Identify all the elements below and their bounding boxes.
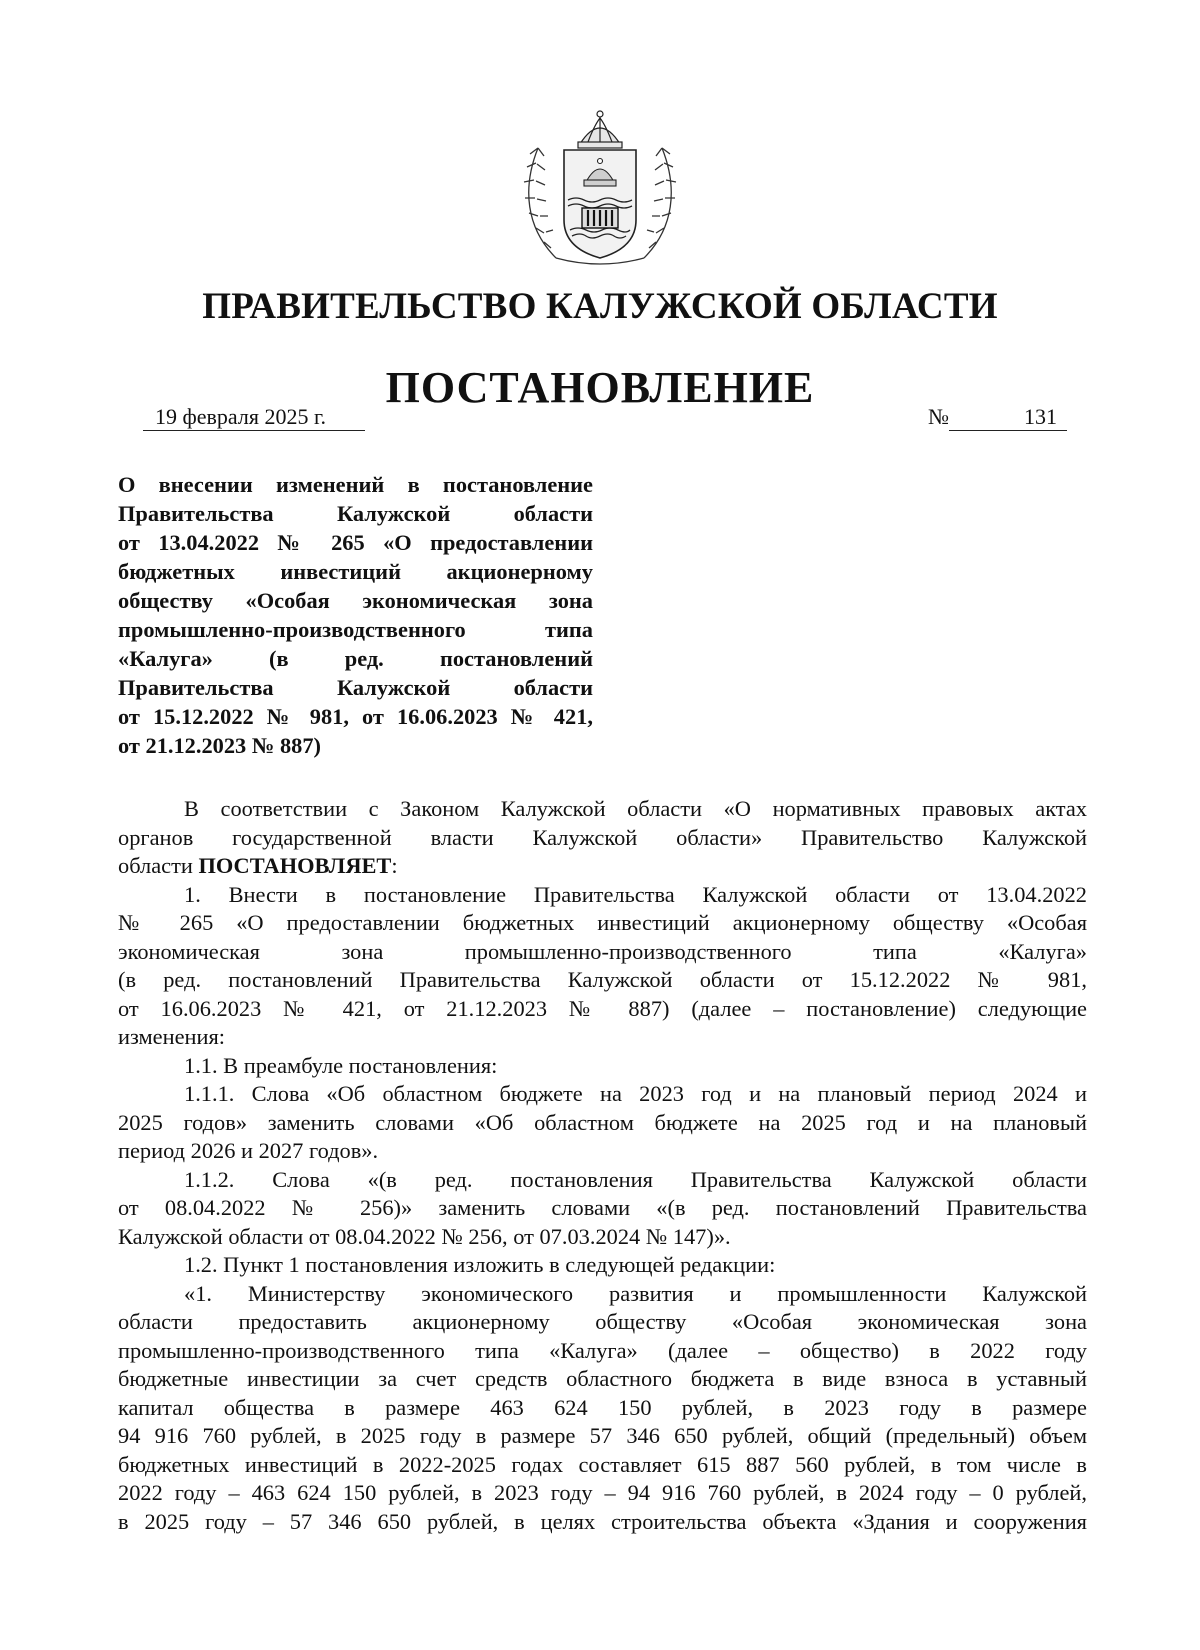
body-line: 1.1.1. Слова «Об областном бюджете на 2023 год и на плановый период 2024 и [184,1081,1087,1106]
body-line: промышленно-производственного типа «Калуга» (далее – общество) в 2022 году [118,1337,1087,1363]
body-line: бюджетных инвестиций в 2022-2025 годах составляет 615 887 560 рублей, в том числе в [118,1451,1087,1477]
body-line: Калужской области от 08.04.2022 № 256, от 07.03.2024 № 147)». [118,1223,731,1249]
body-line: «1. Министерству экономического развития и промышленности Калужской [184,1280,1087,1306]
body-line [118,852,1087,881]
government-title: ПРАВИТЕЛЬСТВО КАЛУЖСКОЙ ОБЛАСТИ [202,286,998,327]
subject-line: от 21.12.2023 № 887) [118,733,321,758]
subject-line: «Калуга» (в ред. постановлений [118,646,593,671]
document-number [928,404,1067,431]
body-line: области предоставить акционерному обществу «Особая экономическая зона [118,1309,1087,1334]
body-line: изменения: [118,1024,226,1049]
body-text: области [118,853,199,878]
body-line: 2025 годов» заменить словами «Об областном бюджете на 2025 год и на плановый [118,1109,1087,1135]
document-subject [118,470,593,760]
body-line: от 16.06.2023 № 421, от 21.12.2023 № 887) (далее – постановление) следующие [118,995,1087,1021]
subject-line: Правительства Калужской области [118,675,593,700]
body-text: : [391,853,398,878]
body-line: органов государственной власти Калужской области» Правительство Калужской [118,824,1087,850]
body-line: В соответствии с Законом Калужской области «О нормативных правовых актах [184,796,1087,821]
body-line: (в ред. постановлений Правительства Калужской области от 15.12.2022 № 981, [118,967,1087,992]
subject-line: О внесении изменений в постановление [118,472,593,497]
document-body [118,795,1087,1536]
number-sign: № [928,404,949,429]
document-type-title: ПОСТАНОВЛЕНИЕ [385,363,815,412]
body-line: экономическая зона промышленно-производственного типа «Калуга» [118,938,1087,964]
body-line: от 08.04.2022 № 256)» заменить словами «(в ред. постановлений Правительства [118,1195,1087,1220]
body-line: 1. Внести в постановление Правительства Калужской области от 13.04.2022 [184,881,1087,907]
kaluga-coat-of-arms-icon [516,108,684,266]
resolves-keyword: ПОСТАНОВЛЯЕТ [198,853,392,878]
body-line: бюджетные инвестиции за счет средств областного бюджета в виде взноса в уставный [118,1366,1087,1391]
body-line: в 2025 году – 57 346 650 рублей, в целях строительства объекта «Здания и сооружения [118,1508,1087,1534]
subject-line: Правительства Калужской области [118,501,593,526]
document-date: 19 февраля 2025 г. [143,404,365,431]
subject-line: обществу «Особая экономическая зона [118,588,593,613]
body-line: капитал общества в размере 463 624 150 рублей, в 2023 году в размере [118,1394,1087,1420]
subject-line: от 15.12.2022 № 981, от 16.06.2023 № 421, [118,704,593,729]
body-line: период 2026 и 2027 годов». [118,1138,379,1163]
number-value: 131 [949,404,1067,431]
body-line: 1.1.2. Слова «(в ред. постановления Правительства Калужской области [184,1166,1087,1192]
body-line: 1.1. В преамбуле постановления: [184,1052,498,1078]
body-line: 94 916 760 рублей, в 2025 году в размере 57 346 650 рублей, общий (предельный) объем [118,1423,1087,1448]
subject-line: бюджетных инвестиций акционерному [118,559,593,584]
subject-line: промышленно-производственного типа [118,617,593,642]
subject-line: от 13.04.2022 № 265 «О предоставлении [118,530,593,555]
body-line: 2022 году – 463 624 150 рублей, в 2023 году – 94 916 760 рублей, в 2024 году – 0 рублей, [118,1480,1087,1505]
body-line: № 265 «О предоставлении бюджетных инвестиций акционерному обществу «Особая [118,910,1087,935]
body-line: 1.2. Пункт 1 постановления изложить в следующей редакции: [184,1252,776,1277]
